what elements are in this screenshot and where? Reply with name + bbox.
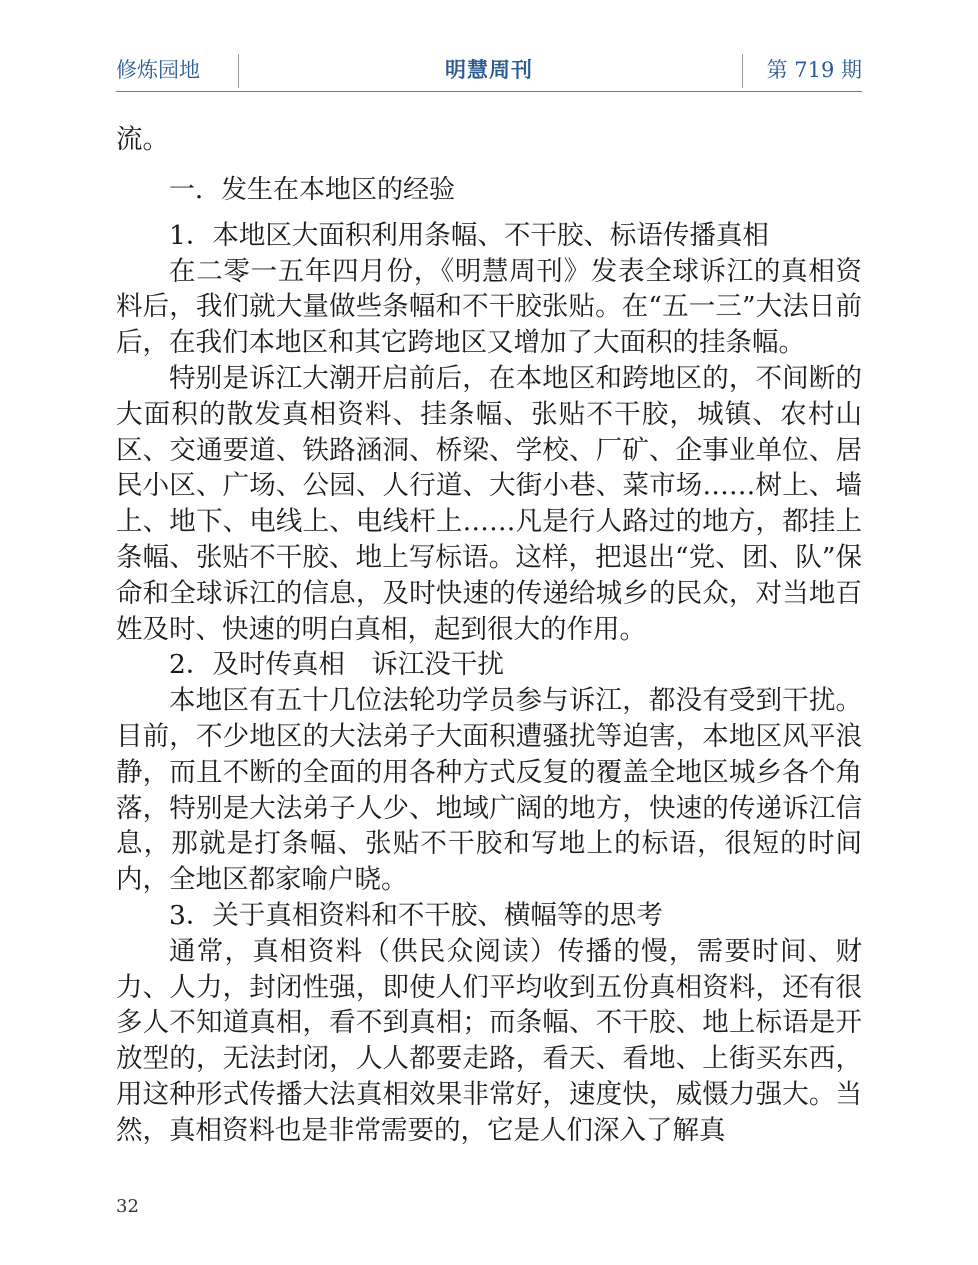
item-1-paragraph-1: 在二零一五年四月份，《明慧周刊》发表全球诉江的真相资料后，我们就大量做些条幅和不干胶张贴。在“五一三”大法日前后，在我们本地区和其它跨地区又增加了大面积的挂条幅。 — [116, 255, 862, 359]
item-2-heading: 2．及时传真相 诉江没干扰 — [169, 649, 504, 681]
article-body — [116, 122, 862, 1149]
item-1-paragraph-2: 特别是诉江大潮开启前后，在本地区和跨地区的，不间断的大面积的散发真相资料、挂条幅、张贴不干胶，城镇、农村山区、交通要道、铁路涵洞、桥梁、学校、厂矿、企事业单位、居民小区、广场、公园、人行道、大街小巷、菜市场……树上、墙上、地下、电线上、电线杆上……凡是行人路过的地方，都挂上条幅、张贴不干胶、地上写标语。这样，把退出“党、团、队”保命和全球诉江的信息，及时快速的传递给城乡的民众，对当地百姓及时、快速的明白真相，起到很大的作用。 — [116, 362, 862, 645]
item-3-paragraph-1: 通常，真相资料（供民众阅读）传播的慢，需要时间、财力、人力，封闭性强，即使人们平均收到五份真相资料，还有很多人不知道真相，看不到真相；而条幅、不干胶、地上标语是开放型的，无法封闭，人人都要走路，看天、看地、上街买东西，用这种形式传播大法真相效果非常好，速度快，威慑力强大。当然，真相资料也是非常需要的，它是人们深入了解真 — [116, 935, 862, 1146]
header-divider-right — [742, 54, 743, 88]
publication-title: 明慧周刊 — [445, 58, 533, 82]
page-number: 32 — [116, 1196, 139, 1217]
page-header — [116, 50, 862, 92]
issue-number: 第 719 期 — [766, 58, 862, 82]
section-label: 修炼园地 — [116, 58, 200, 82]
item-2-paragraph-1: 本地区有五十几位法轮功学员参与诉江，都没有受到干扰。目前，不少地区的大法弟子大面积遭骚扰等迫害，本地区风平浪静，而且不断的全面的用各种方式反复的覆盖全地区城乡各个角落，特别是大法弟子人少、地域广阔的地方，快速的传递诉江信息，那就是打条幅、张贴不干胶和写地上的标语，很短的时间内，全地区都家喻户晓。 — [116, 685, 862, 896]
item-3-heading: 3．关于真相资料和不干胶、横幅等的思考 — [169, 899, 663, 931]
item-1-heading: 1．本地区大面积利用条幅、不干胶、标语传播真相 — [169, 219, 769, 251]
continuation-text: 流。 — [116, 124, 169, 155]
section-heading: 一．发生在本地区的经验 — [169, 174, 456, 205]
